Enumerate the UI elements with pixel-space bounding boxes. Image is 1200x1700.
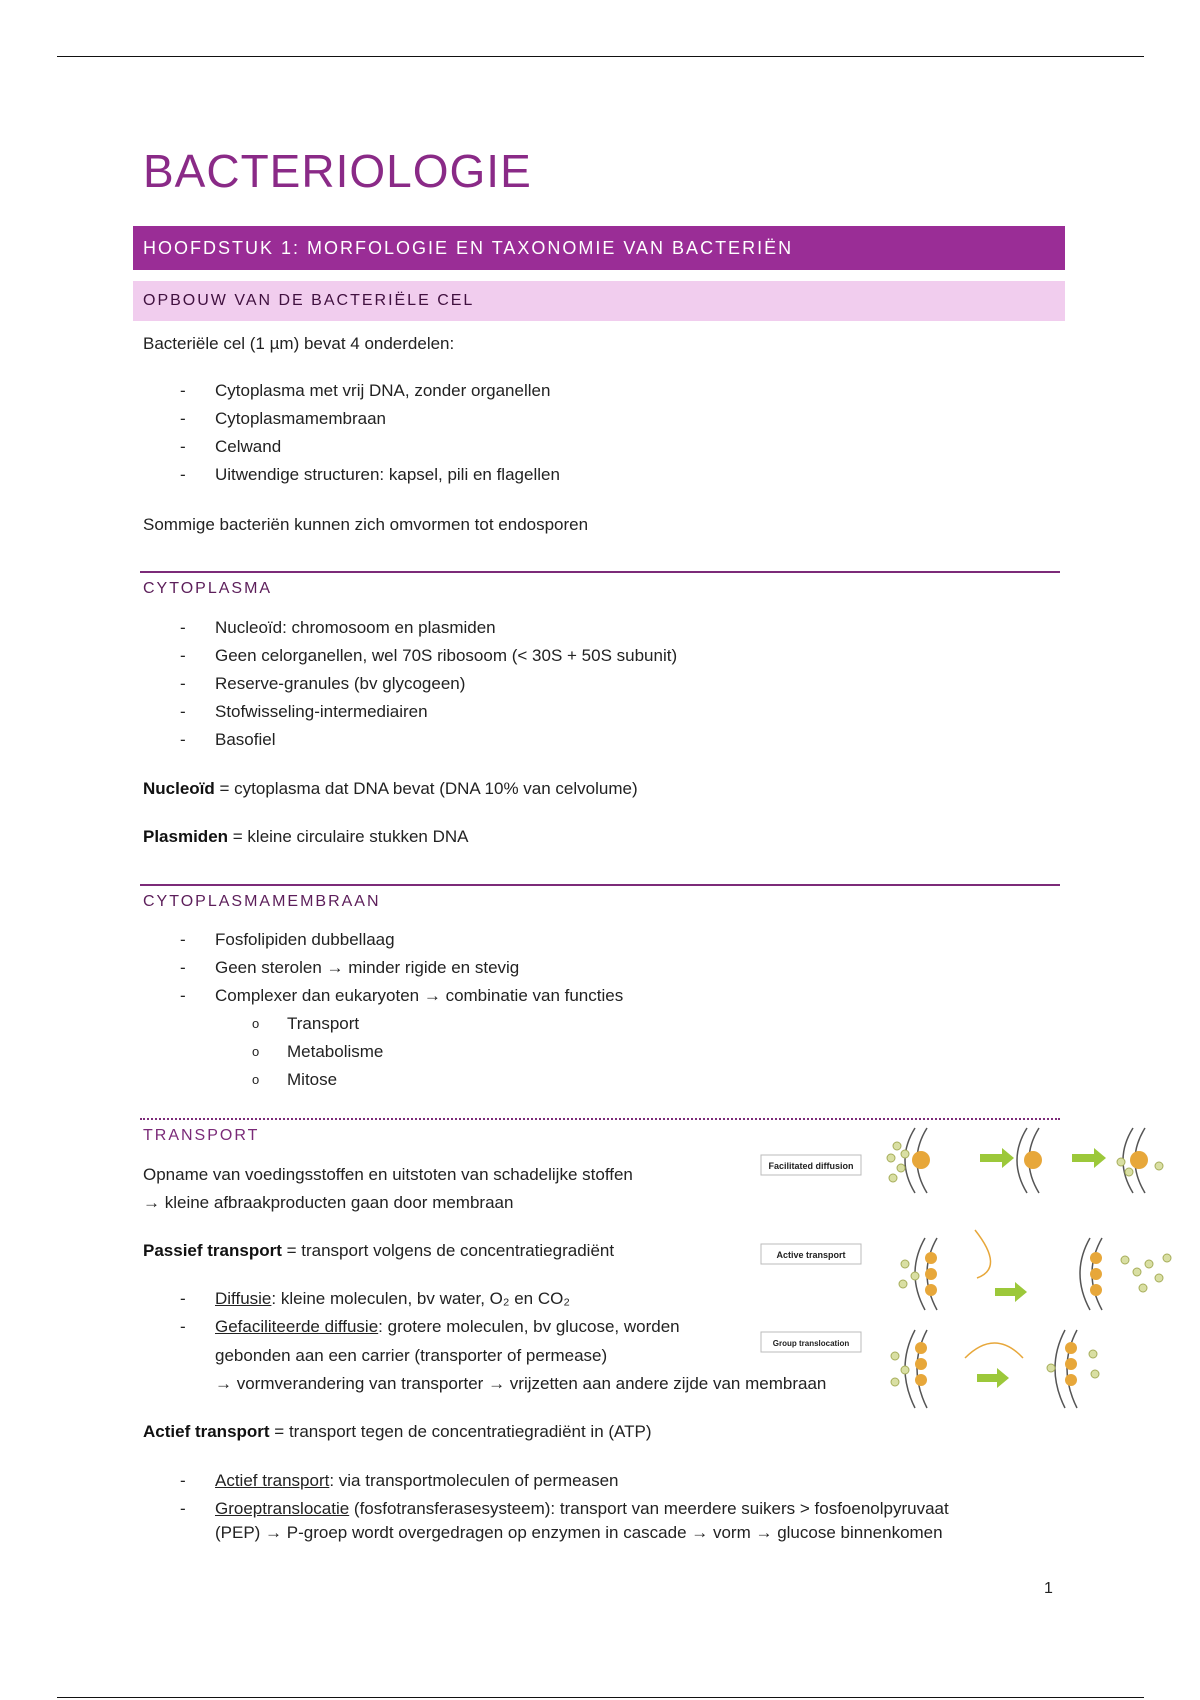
nucleoid-def: = cytoplasma dat DNA bevat (DNA 10% van celvolume)	[214, 779, 638, 798]
plasmiden-term: Plasmiden	[143, 827, 229, 846]
page-number: 1	[1044, 1580, 1053, 1597]
intro-list	[180, 377, 560, 489]
membraan-list	[180, 926, 623, 1010]
direction-arrow	[995, 1282, 1027, 1302]
transport-diagram	[755, 1118, 1200, 1418]
passief-term: Passief transport	[143, 1241, 282, 1260]
cytoplasma-list	[180, 614, 677, 754]
list-item: - Nucleoïd: chromosoom en plasmiden	[180, 614, 677, 642]
diffusie-def: : kleine moleculen, bv water, O₂ en CO₂	[271, 1289, 570, 1308]
groep-def: (fosfotransferasesysteem): transport van meerdere suikers > fosfoenolpyruvaat	[349, 1499, 949, 1518]
passief-def: = transport volgens de concentratiegradiënt	[281, 1241, 615, 1260]
sub-item: o Transport	[252, 1010, 383, 1038]
membraan-heading: CYTOPLASMAMEMBRAAN	[143, 893, 381, 910]
list-item: - Celwand	[180, 433, 560, 461]
label-active-transport: Active transport	[776, 1250, 846, 1260]
direction-arrow	[977, 1368, 1009, 1388]
transport-line1: Opname van voedingsstoffen en uitstoten van schadelijke stoffen	[143, 1165, 633, 1184]
sub-item: o Mitose	[252, 1066, 383, 1094]
section-heading: OPBOUW VAN DE BACTERIËLE CEL	[133, 281, 1065, 321]
list-item: - Stofwisseling-intermediairen	[180, 698, 677, 726]
actief-term: Actief transport	[143, 1422, 270, 1441]
solute-molecules	[899, 1254, 1171, 1292]
section-divider	[140, 884, 1060, 886]
chapter-heading: HOOFDSTUK 1: MORFOLOGIE EN TAXONOMIE VAN BACTERIËN	[133, 226, 1065, 270]
list-item: - Cytoplasma met vrij DNA, zonder organellen	[180, 377, 560, 405]
plasmiden-def: = kleine circulaire stukken DNA	[228, 827, 469, 846]
actief-list	[180, 1467, 949, 1523]
carrier-molecule	[912, 1151, 1148, 1169]
list-item	[180, 1285, 680, 1313]
list-item: - Reserve-granules (bv glycogeen)	[180, 670, 677, 698]
footer-rule	[57, 1697, 1144, 1698]
direction-arrow	[980, 1148, 1106, 1168]
transport-heading: TRANSPORT	[143, 1127, 260, 1144]
page-title: BACTERIOLOGIE	[143, 145, 532, 197]
actief-item-def: : via transportmoleculen of permeasen	[329, 1471, 619, 1490]
gefac-continuation-1: gebonden aan een carrier (transporter of permease)	[215, 1346, 608, 1365]
list-item: - Basofiel	[180, 726, 677, 754]
passief-list	[180, 1285, 680, 1341]
cytoplasma-heading: CYTOPLASMA	[143, 580, 273, 597]
label-facilitated-diffusion: Facilitated diffusion	[768, 1161, 854, 1171]
list-item: - Geen celorganellen, wel 70S ribosoom (< 30S + 50S subunit)	[180, 642, 677, 670]
transport-line2: → kleine afbraakproducten gaan door membraan	[143, 1193, 514, 1212]
endospore-note: Sommige bacteriën kunnen zich omvormen tot endosporen	[143, 515, 589, 534]
sub-item: o Metabolisme	[252, 1038, 383, 1066]
passief-definition	[143, 1241, 614, 1261]
actief-def: = transport tegen de concentratiegradiënt in (ATP)	[269, 1422, 652, 1441]
list-item	[180, 1495, 949, 1523]
list-item: - Complexer dan eukaryoten → combinatie van functies	[180, 982, 623, 1010]
plasmiden-definition	[143, 827, 469, 847]
section-divider	[140, 571, 1060, 573]
actief-definition	[143, 1422, 652, 1442]
header-rule	[57, 56, 1144, 57]
list-item: - Cytoplasmamembraan	[180, 405, 560, 433]
membraan-sublist	[180, 1010, 383, 1094]
groep-continuation: (PEP) → P-groep wordt overgedragen op enzymen in cascade → vorm → glucose binnenkomen	[215, 1523, 943, 1542]
label-group-translocation: Group translocation	[772, 1339, 850, 1348]
intro-text: Bacteriële cel (1 µm) bevat 4 onderdelen:	[143, 334, 455, 353]
list-item: - Geen sterolen → minder rigide en stevig	[180, 954, 623, 982]
membrane-icon	[915, 1230, 1102, 1310]
groep-term: Groeptranslocatie	[215, 1499, 350, 1518]
list-item: - Uitwendige structuren: kapsel, pili en flagellen	[180, 461, 560, 489]
nucleoid-definition	[143, 779, 638, 799]
diffusie-term: Diffusie	[215, 1289, 272, 1308]
gefac-term: Gefaciliteerde diffusie	[215, 1317, 379, 1336]
gefac-def: : grotere moleculen, bv glucose, worden	[378, 1317, 680, 1336]
list-item: - Fosfolipiden dubbellaag	[180, 926, 623, 954]
nucleoid-term: Nucleoïd	[143, 779, 215, 798]
list-item	[180, 1313, 680, 1341]
list-item	[180, 1467, 949, 1495]
actief-item-term: Actief transport	[215, 1471, 330, 1490]
gefac-continuation-2: → vormverandering van transporter → vrijzetten aan andere zijde van membraan	[215, 1374, 827, 1393]
